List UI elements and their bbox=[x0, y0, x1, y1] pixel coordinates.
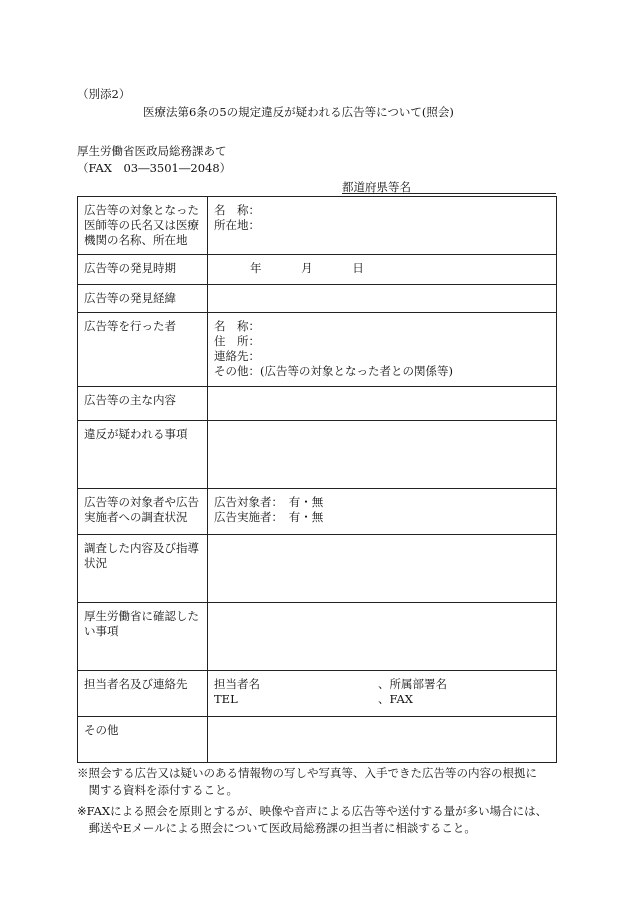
guidance-status-field[interactable] bbox=[208, 535, 557, 603]
target-name-label: 名 称： bbox=[214, 203, 260, 217]
contact-line-1 bbox=[214, 677, 550, 692]
table-row bbox=[78, 603, 557, 671]
month-label: 月 bbox=[301, 261, 313, 275]
suspected-violation-field[interactable] bbox=[208, 421, 557, 489]
fax-number: （FAX 03―3501―2048） bbox=[77, 161, 232, 175]
row-label-guidance-status: 調査した内容及び指導状況 bbox=[78, 535, 208, 603]
row-label-contact-person: 担当者名及び連絡先 bbox=[78, 671, 208, 717]
contact-fax-label: 、FAX bbox=[378, 692, 413, 706]
contact-name-label: 担当者名 bbox=[214, 677, 260, 691]
row-label-confirm-items: 厚生労働省に確認したい事項 bbox=[78, 603, 208, 671]
prefecture-label: 都道府県等名 bbox=[342, 180, 411, 194]
document-title: 医療法第6条の5の規定違反が疑われる広告等について(照会) bbox=[143, 105, 454, 119]
year-label: 年 bbox=[250, 261, 262, 275]
investigation-status-field[interactable] bbox=[208, 489, 557, 535]
main-content-field[interactable] bbox=[208, 387, 557, 421]
discovery-date-field[interactable] bbox=[208, 255, 557, 285]
other-field[interactable] bbox=[208, 717, 557, 763]
row-label-investigation-status: 広告等の対象者や広告実施者への調査状況 bbox=[78, 489, 208, 535]
advertiser-field[interactable] bbox=[208, 313, 557, 387]
attachment-label: （別添2） bbox=[77, 87, 131, 101]
row-label-discovery-date: 広告等の発見時期 bbox=[78, 255, 208, 285]
row-label-other: その他 bbox=[78, 717, 208, 763]
table-row bbox=[78, 313, 557, 387]
prefecture-field[interactable] bbox=[342, 179, 556, 194]
discovery-circumstances-field[interactable] bbox=[208, 285, 557, 313]
table-row bbox=[78, 255, 557, 285]
table-row bbox=[78, 387, 557, 421]
table-row bbox=[78, 421, 557, 489]
note-1: ※照会する広告又は疑いのある情報物の写しや写真等、入手できた広告等の内容の根拠に bbox=[77, 766, 537, 780]
advertiser-contact-label: 連絡先： bbox=[214, 349, 260, 363]
table-row bbox=[78, 535, 557, 603]
advertiser-address-label: 住 所： bbox=[214, 334, 260, 348]
note-2: ※FAXによる照会を原則とするが、映像や音声による広告等や送付する量が多い場合には、 bbox=[77, 804, 548, 818]
day-label: 日 bbox=[352, 261, 364, 275]
advertiser-name-label: 名 称： bbox=[214, 319, 260, 333]
row-label-suspected-violation: 違反が疑われる事項 bbox=[78, 421, 208, 489]
table-row bbox=[78, 489, 557, 535]
row-label-discovery-circumstances: 広告等の発見経緯 bbox=[78, 285, 208, 313]
inquiry-form-table bbox=[77, 196, 557, 763]
row-label-target: 広告等の対象となった医師等の氏名又は医療機関の名称、所在地 bbox=[78, 197, 208, 255]
confirm-items-field[interactable] bbox=[208, 603, 557, 671]
ad-target-status: 広告対象者： 有・無 bbox=[214, 495, 324, 509]
table-row bbox=[78, 197, 557, 255]
target-address-label: 所在地： bbox=[214, 218, 260, 232]
note-1-continued: 関する資料を添付すること。 bbox=[77, 783, 238, 797]
contact-person-field[interactable] bbox=[208, 671, 557, 717]
row-label-main-content: 広告等の主な内容 bbox=[78, 387, 208, 421]
contact-tel-label: TEL bbox=[214, 692, 238, 706]
contact-line-2 bbox=[214, 692, 550, 707]
table-row bbox=[78, 671, 557, 717]
contact-dept-label: 、所属部署名 bbox=[378, 677, 447, 691]
note-2-continued: 郵送やEメールによる照会について医政局総務課の担当者に相談すること。 bbox=[77, 821, 476, 835]
table-row bbox=[78, 717, 557, 763]
target-field[interactable] bbox=[208, 197, 557, 255]
table-row bbox=[78, 285, 557, 313]
ad-implementer-status: 広告実施者： 有・無 bbox=[214, 510, 324, 524]
addressee: 厚生労働省医政局総務課あて bbox=[77, 144, 227, 158]
row-label-advertiser: 広告等を行った者 bbox=[78, 313, 208, 387]
advertiser-other-label: その他：(広告等の対象となった者との関係等) bbox=[214, 364, 453, 378]
